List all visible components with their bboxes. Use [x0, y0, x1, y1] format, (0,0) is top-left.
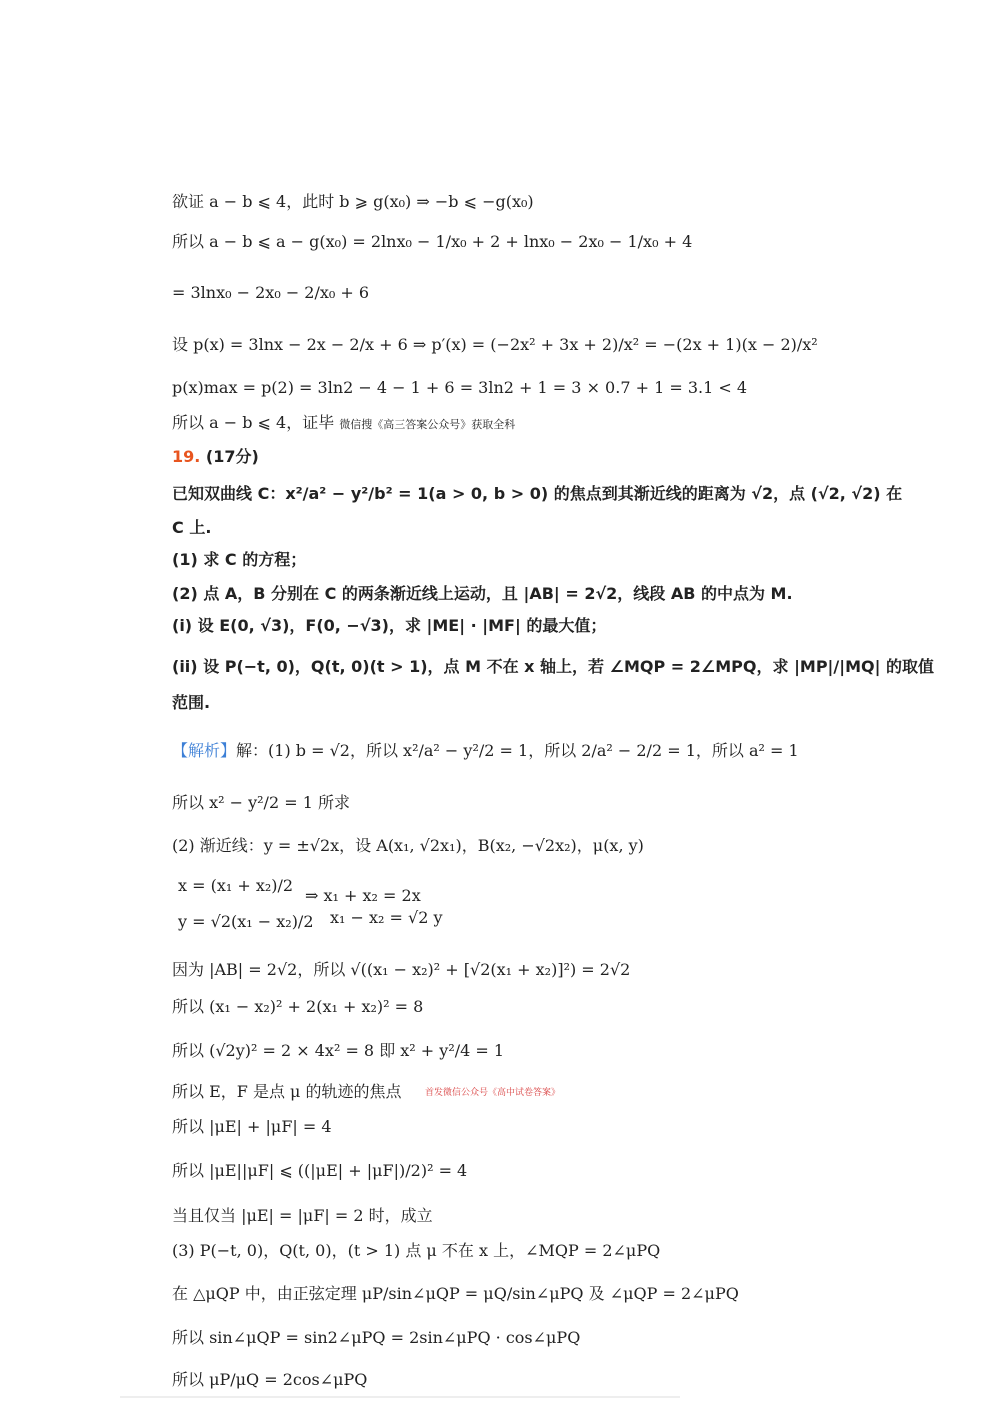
solution-line: (2) 渐近线：y = ±√2x，设 A(x₁, √2x₁)，B(x₂, −√2x₂)，μ(x, y) [172, 836, 644, 855]
proof-line: p(x)max = p(2) = 3ln2 − 4 − 1 + 6 = 3ln2 + 1 = 3 × 0.7 + 1 = 3.1 < 4 [172, 378, 748, 397]
solution-line: 所以 μP/μQ = 2cos∠μPQ [172, 1370, 368, 1389]
proof-line: 设 p(x) = 3lnx − 2x − 2/x + 6 ⇒ p′(x) = (−2x² + 3x + 2)/x² = −(2x + 1)(x − 2)/x² [172, 335, 818, 354]
solution-line: 所以 |μE| + |μF| = 4 [172, 1117, 332, 1136]
question-header [172, 447, 259, 467]
solution-line: 所以 (x₁ − x₂)² + 2(x₁ + x₂)² = 8 [172, 997, 424, 1016]
question-subpart: (i) 设 E(0, √3)，F(0, −√3)，求 |ME| · |MF| 的最大值； [172, 616, 607, 635]
question-text: 范围. [172, 693, 211, 712]
solution-line: 所以 E，F 是点 μ 的轨迹的焦点 [172, 1082, 402, 1101]
bottom-divider [120, 1396, 680, 1398]
question-part: (2) 点 A，B 分别在 C 的两条渐近线上运动，且 |AB| = 2√2，线段 AB 的中点为 M. [172, 584, 793, 603]
red-watermark: 首发微信公众号《高中试卷答案》 [425, 1088, 561, 1098]
solution-line: (3) P(−t, 0)，Q(t, 0)，(t > 1) 点 μ 不在 x 上，∠MQP = 2∠μPQ [172, 1241, 661, 1260]
solution-line: 所以 x² − y²/2 = 1 所求 [172, 793, 350, 812]
system-eq-left-1: x = (x₁ + x₂)/2 [178, 876, 294, 895]
proof-line: 所以 a − b ⩽ a − g(x₀) = 2lnx₀ − 1/x₀ + 2 + lnx₀ − 2x₀ − 1/x₀ + 4 [172, 232, 693, 251]
solution-line: 所以 sin∠μQP = sin2∠μPQ = 2sin∠μPQ · cos∠μPQ [172, 1328, 581, 1347]
solution-line: 当且仅当 |μE| = |μF| = 2 时，成立 [172, 1206, 433, 1225]
question-subpart: (ii) 设 P(−t, 0)，Q(t, 0)(t > 1)，点 M 不在 x 轴上，若 ∠MQP = 2∠MPQ，求 |MP|/|MQ| 的取值 [172, 657, 935, 676]
system-eq-left-2: y = √2(x₁ − x₂)/2 [178, 912, 314, 931]
question-part: (1) 求 C 的方程； [172, 550, 307, 569]
solution-line: 【解析】解：(1) b = √2，所以 x²/a² − y²/2 = 1，所以 2/a² − 2/2 = 1，所以 a² = 1 [172, 741, 799, 760]
question-score: (17分) [205, 447, 259, 466]
solution-line: 所以 |μE||μF| ⩽ ((|μE| + |μF|)/2)² = 4 [172, 1161, 468, 1180]
question-text: C 上. [172, 518, 212, 537]
solution-line: 在 △μQP 中，由正弦定理 μP/sin∠μQP = μQ/sin∠μPQ 及 ∠μQP = 2∠μPQ [172, 1284, 739, 1303]
solution-line: 因为 |AB| = 2√2，所以 √((x₁ − x₂)² + [√2(x₁ + x₂)]²) = 2√2 [172, 960, 631, 979]
proof-line: = 3lnx₀ − 2x₀ − 2/x₀ + 6 [172, 283, 370, 302]
proof-conclusion: 所以 a − b ⩽ 4，证毕 微信搜《高三答案公众号》获取全科 [172, 413, 516, 432]
system-eq-right-1: ⇒ x₁ + x₂ = 2x [305, 886, 421, 905]
proof-line: 欲证 a − b ⩽ 4，此时 b ⩾ g(x₀) ⇒ −b ⩽ −g(x₀) [172, 192, 534, 211]
watermark-text: 微信搜《高三答案公众号》获取全科 [339, 418, 516, 431]
solution-line: 所以 (√2y)² = 2 × 4x² = 8 即 x² + y²/4 = 1 [172, 1041, 505, 1060]
analysis-tag: 【解析】 [172, 741, 237, 760]
system-eq-right-2: x₁ − x₂ = √2 y [330, 908, 443, 927]
question-number: 19. [172, 447, 201, 466]
question-text: 已知双曲线 C：x²/a² − y²/b² = 1(a > 0, b > 0) 的焦点到其渐近线的距离为 √2，点 (√2, √2) 在 [172, 484, 903, 503]
